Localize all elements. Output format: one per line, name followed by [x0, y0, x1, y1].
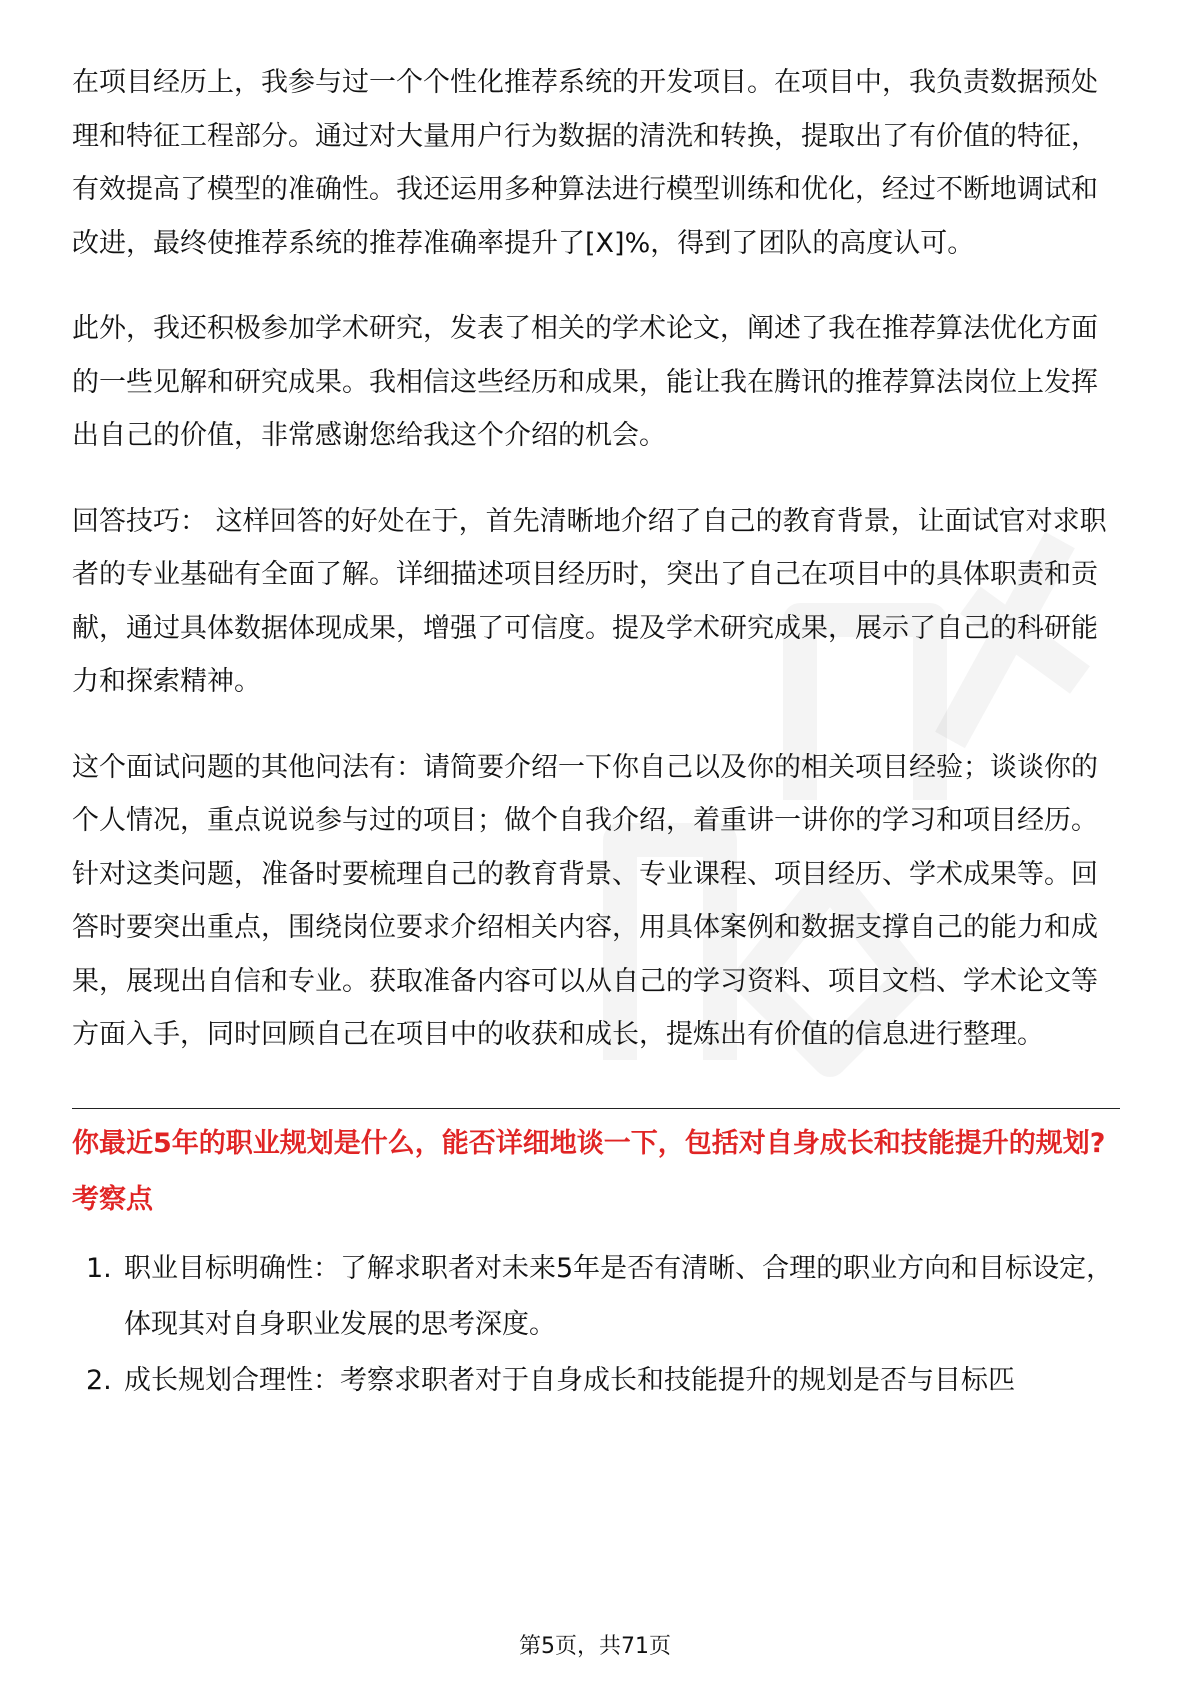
paragraph-academic-research: 此外，我还积极参加学术研究，发表了相关的学术论文，阐述了我在推荐算法优化方面的一些见解和研究成果。我相信这些经历和成果，能让我在腾讯的推荐算法岗位上发挥出自己的价值，非常感谢您给我这个介绍的机会。 — [72, 313, 1098, 451]
list-item-number: 2. — [86, 1364, 112, 1396]
list-item-text: 职业目标明确性：了解求职者对未来5年是否有清晰、合理的职业方向和目标设定，体现其对自身职业发展的思考深度。 — [124, 1252, 1114, 1340]
list-item — [72, 1241, 1120, 1353]
question-title: 你最近5年的职业规划是什么，能否详细地谈一下，包括对自身成长和技能提升的规划? — [72, 1127, 1106, 1159]
paragraph-answer-tips: 回答技巧： 这样回答的好处在于，首先清晰地介绍了自己的教育背景，让面试官对求职者的专业基础有全面了解。详细描述项目经历时，突出了自己在项目中的具体职责和贡献，通过具体数据体现成果，增强了可信度。提及学术研究成果，展示了自己的科研能力和探索精神。 — [72, 505, 1107, 697]
section-divider — [72, 1108, 1120, 1109]
list-item-text: 成长规划合理性：考察求职者对于自身成长和技能提升的规划是否与目标匹 — [124, 1364, 1015, 1396]
list-item — [72, 1353, 1120, 1409]
section-label-assessment-points: 考察点 — [72, 1183, 153, 1215]
assessment-points-list — [72, 1241, 1120, 1409]
page-footer: 第5页，共71页 — [519, 1634, 671, 1659]
paragraph-project-experience: 在项目经历上，我参与过一个个性化推荐系统的开发项目。在项目中，我负责数据预处理和特征工程部分。通过对大量用户行为数据的清洗和转换，提取出了有价值的特征，有效提高了模型的准确性。我还运用多种算法进行模型训练和优化，经过不断地调试和改进，最终使推荐系统的推荐准确率提升了[X]%，得到了团队的高度认可。 — [72, 67, 1098, 259]
document-body — [72, 56, 1120, 1409]
list-item-number: 1. — [86, 1252, 112, 1284]
paragraph-alternative-questions: 这个面试问题的其他问法有：请简要介绍一下你自己以及你的相关项目经验；谈谈你的个人情况，重点说说参与过的项目；做个自我介绍，着重讲一讲你的学习和项目经历。 针对这类问题，准备时要梳理自己的教育背景、专业课程、项目经历、学术成果等。回答时要突出重点，围绕岗位要求介绍相关内容，用具体案例和数据支撑自己的能力和成果，展现出自信和专业。获取准备内容可以从自己的学习资料、项目文档、学术论文等方面入手，同时回顾自己在项目中的收获和成长，提炼出有价值的信息进行整理。 — [72, 751, 1098, 1050]
